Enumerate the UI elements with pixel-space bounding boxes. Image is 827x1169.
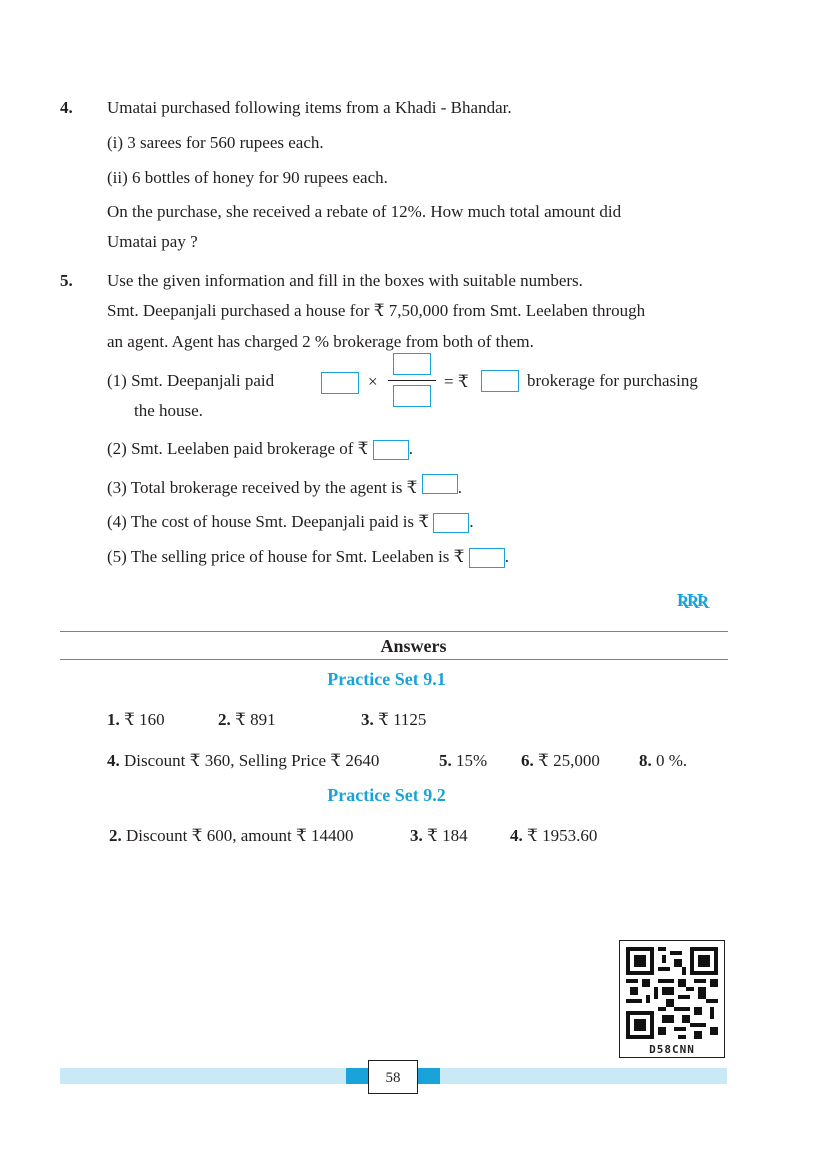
question-5-number: 5. <box>60 271 73 290</box>
answer-box-3[interactable] <box>422 474 458 494</box>
part-2-text: (2) Smt. Leelaben paid brokerage of ₹ <box>107 439 369 458</box>
qr-code-box[interactable] <box>619 940 725 1058</box>
answer-9-1-2: 2. ₹ 891 <box>218 710 276 729</box>
answer-box-1b[interactable] <box>481 370 519 392</box>
fraction-bar <box>388 380 436 381</box>
times-sign: × <box>368 372 378 391</box>
part-4-line <box>107 512 474 533</box>
question-5-line-2: Smt. Deepanjali purchased a house for ₹ 7,50,000 from Smt. Leelaben through <box>107 301 646 320</box>
answer-9-1-5: 5. 15% <box>439 751 488 770</box>
question-4-item-1: (i) 3 sarees for 560 rupees each. <box>107 133 324 152</box>
part-1-text-b: brokerage for purchasing <box>527 371 698 390</box>
question-5-line-3: an agent. Agent has charged 2 % brokerage from both of them. <box>107 332 534 351</box>
part-1-text: (1) Smt. Deepanjali paid <box>107 371 275 390</box>
part-3-text: (3) Total brokerage received by the agent is ₹ <box>107 478 418 497</box>
part-1-text-c: the house. <box>134 401 203 420</box>
answer-9-1-3: 3. ₹ 1125 <box>361 710 427 729</box>
part-2-line <box>107 439 413 460</box>
question-5-line-1: Use the given information and fill in the boxes with suitable numbers. <box>107 271 583 290</box>
answer-9-1-1: 1. ₹ 160 <box>107 710 165 729</box>
question-4-line-5: Umatai pay ? <box>107 232 198 251</box>
answers-title: Answers <box>380 636 447 656</box>
answer-box-numerator[interactable] <box>393 353 431 375</box>
answer-9-1-4: 4. Discount ₹ 360, Selling Price ₹ 2640 <box>107 751 380 770</box>
question-4-line-1: Umatai purchased following items from a Khadi - Bhandar. <box>107 98 512 117</box>
answer-9-2-4: 4. ₹ 1953.60 <box>510 826 598 845</box>
answer-9-2-2: 2. Discount ₹ 600, amount ₹ 14400 <box>109 826 354 845</box>
answer-9-1-8: 8. 0 %. <box>639 751 688 770</box>
practice-set-9-1-title: Practice Set 9.1 <box>327 669 446 689</box>
question-4-item-2: (ii) 6 bottles of honey for 90 rupees each. <box>107 168 388 187</box>
question-4-number: 4. <box>60 98 73 117</box>
period: . <box>457 478 462 497</box>
equals-rupee: = ₹ <box>444 372 469 391</box>
question-4-line-4: On the purchase, she received a rebate of 12%. How much total amount did <box>107 202 622 221</box>
answer-box-5[interactable] <box>469 548 505 568</box>
section-end-ornament: ƦƦƦ <box>677 590 707 610</box>
period: . <box>408 439 413 458</box>
answer-box-denominator[interactable] <box>393 385 431 407</box>
footer-tab-right <box>418 1068 440 1084</box>
part-3-line <box>107 478 462 498</box>
page-number: 58 <box>368 1060 418 1094</box>
answer-box-2[interactable] <box>373 440 409 460</box>
part-4-text: (4) The cost of house Smt. Deepanjali paid is ₹ <box>107 512 430 531</box>
answers-bottom-rule <box>60 659 728 660</box>
answer-box-4[interactable] <box>433 513 469 533</box>
practice-set-9-2-title: Practice Set 9.2 <box>327 785 446 805</box>
answer-9-2-3: 3. ₹ 184 <box>410 826 468 845</box>
qr-code-label: D58CNN <box>649 1043 695 1056</box>
answers-top-rule <box>60 631 728 632</box>
answer-9-1-6: 6. ₹ 25,000 <box>521 751 600 770</box>
part-5-text: (5) The selling price of house for Smt. Leelaben is ₹ <box>107 547 465 566</box>
period: . <box>469 512 474 531</box>
footer-tab-left <box>346 1068 368 1084</box>
qr-code-icon <box>626 947 718 1039</box>
answer-box-1a[interactable] <box>321 372 359 394</box>
part-5-line <box>107 547 509 568</box>
period: . <box>504 547 509 566</box>
